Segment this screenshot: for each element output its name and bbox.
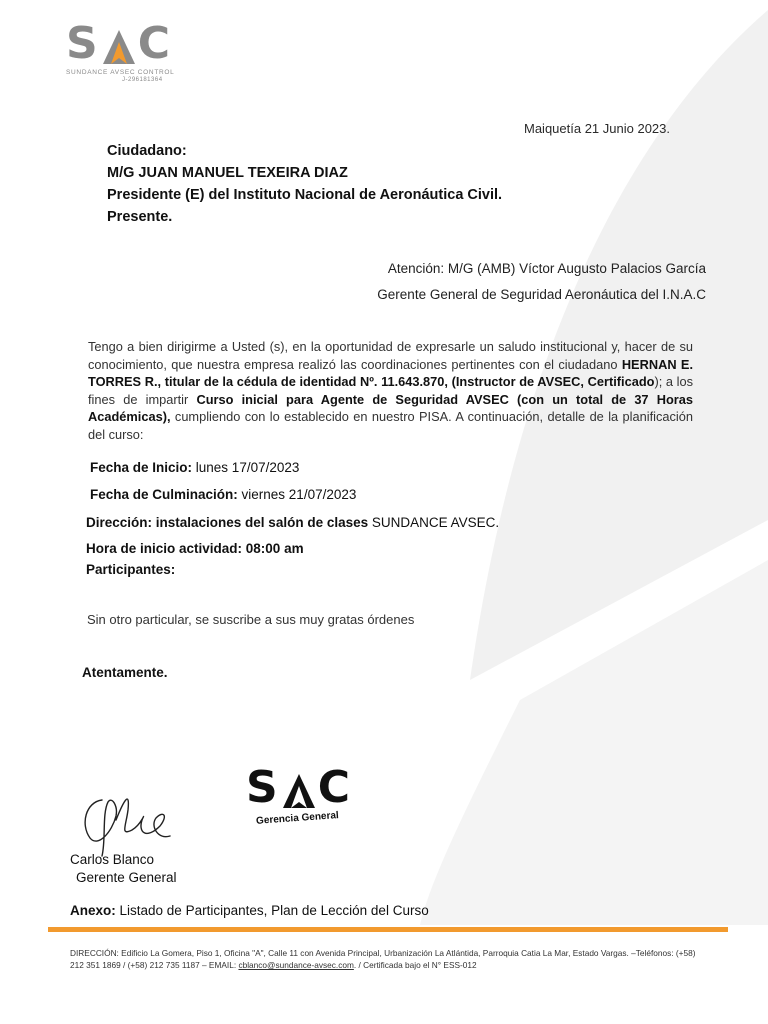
logo-triangle-icon <box>101 28 137 66</box>
signer-block <box>70 851 177 887</box>
footer-address: DIRECCIÓN: Edificio La Gomera, Piso 1, Oficina "A", Calle 11 con Avenida Principal, Urbanización La Atlántida, Parroquia Catia La Mar, Estado Vargas. –Teléfonos: (+58) 212 351 1869 / (+58) 212 735 1187 – EMAIL: cblanco@sundance-avsec.com. / Certificada bajo el N° ESS-012 <box>70 948 696 970</box>
logo-rif: J-296181364 <box>122 77 163 83</box>
logo-letter-s: S <box>66 18 100 69</box>
instructor-details: HERNAN E. TORRES R., titular de la cédula de identidad Nº. 11.643.870, (Instructor de AVSEC, Certificado <box>88 356 694 389</box>
attention-line: Atención: M/G (AMB) Víctor Augusto Palacios García <box>387 261 706 276</box>
stamp-triangle-icon <box>281 772 317 810</box>
company-stamp <box>246 762 366 836</box>
stamp-letter-s: S <box>246 762 280 813</box>
annex-line: Anexo: Listado de Participantes, Plan de Lección del Curso <box>70 903 429 918</box>
body-paragraph: Tengo a bien dirigirme a Usted (s), en la oportunidad de expresarle un saludo institucional y, hacer de su conocimiento, que nuestra empresa realizó las coordinaciones pertinentes con el ciudadano HERNAN E. TORRES R., titular de la cédula de identidad Nº. 11.643.870, (Instructor de AVSEC, Certificado); a los fines de impartir Curso inicial para Agente de Seguridad AVSEC (con un total de 37 Horas Académicas), cumpliendo con lo establecido en nuestro PISA. A continuación, detalle de la planificación del curso: <box>88 339 694 442</box>
addressee-block <box>107 140 502 228</box>
course-address: Dirección: instalaciones del salón de clases SUNDANCE AVSEC. <box>86 515 500 530</box>
end-date: Fecha de Culminación: viernes 21/07/2023 <box>90 487 357 502</box>
addressee-present: Presente. <box>107 209 173 225</box>
footer-divider <box>48 927 728 932</box>
signer-name: Carlos Blanco <box>70 852 155 867</box>
course-name: Curso inicial para Agente de Seguridad AVSEC (con un total de 37 Horas Académicas), <box>88 391 693 424</box>
logo-subtitle: SUNDANCE AVSEC CONTROL <box>66 69 175 76</box>
attention-block <box>377 256 706 308</box>
regards: Atentamente. <box>82 665 168 680</box>
start-date: Fecha de Inicio: lunes 17/07/2023 <box>90 460 300 475</box>
addressee-salutation: Ciudadano: <box>107 143 187 159</box>
start-time: Hora de inicio actividad: 08:00 am <box>86 541 304 556</box>
logo-letter-c: C <box>137 18 172 69</box>
closing-line: Sin otro particular, se suscribe a sus muy gratas órdenes <box>87 612 415 627</box>
signer-title: Gerente General <box>76 870 177 885</box>
stamp-subtitle: Gerencia General <box>255 810 340 827</box>
attention-position: Gerente General de Seguridad Aeronáutica del I.N.A.C <box>377 287 706 302</box>
stamp-letter-c: C <box>317 762 352 813</box>
letter-date: Maiquetía 21 Junio 2023. <box>524 121 670 136</box>
company-logo <box>66 18 176 83</box>
footer-email-link[interactable]: cblanco@sundance-avsec.com <box>238 960 354 970</box>
handwritten-signature <box>72 780 182 860</box>
participants-label: Participantes: <box>86 562 176 577</box>
addressee-position: Presidente (E) del Instituto Nacional de Aeronáutica Civil. <box>107 187 503 203</box>
addressee-name: M/G JUAN MANUEL TEXEIRA DIAZ <box>107 165 348 181</box>
